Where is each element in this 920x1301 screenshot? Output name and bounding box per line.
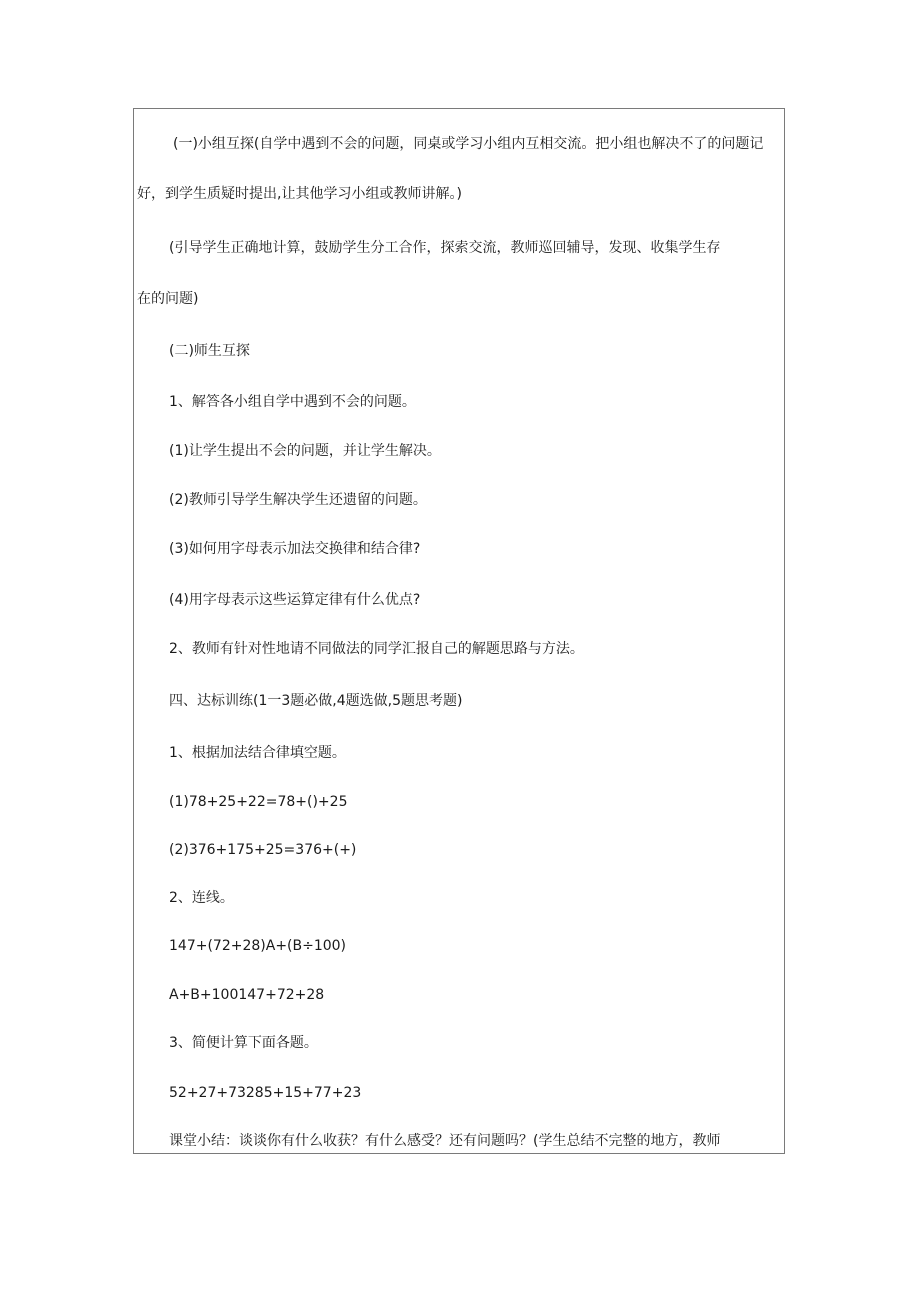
text-line: (1)78+25+22=78+()+25 bbox=[169, 794, 348, 810]
text-line: A+B+100147+72+28 bbox=[169, 987, 325, 1003]
text-line: 2、连线。 bbox=[169, 890, 234, 906]
text-line: (2)376+175+25=376+(+) bbox=[169, 842, 357, 858]
text-line: (2)教师引导学生解决学生还遗留的问题。 bbox=[169, 492, 427, 508]
text-line: 52+27+73285+15+77+23 bbox=[169, 1085, 362, 1101]
text-line: 1、根据加法结合律填空题。 bbox=[169, 745, 346, 761]
text-line: (3)如何用字母表示加法交换律和结合律? bbox=[169, 541, 421, 557]
text-line: 好，到学生质疑时提出,让其他学习小组或教师讲解。) bbox=[137, 186, 462, 202]
text-line: (一)小组互探(自学中遇到不会的问题，同桌或学习小组内互相交流。把小组也解决不了的问题记 bbox=[173, 136, 764, 152]
text-line: (4)用字母表示这些运算定律有什么优点? bbox=[169, 592, 421, 608]
text-line: 课堂小结：谈谈你有什么收获？有什么感受？还有问题吗？(学生总结不完整的地方，教师 bbox=[169, 1133, 721, 1149]
document-frame bbox=[133, 108, 785, 1154]
text-line: 2、教师有针对性地请不同做法的同学汇报自己的解题思路与方法。 bbox=[169, 641, 584, 657]
text-line: (1)让学生提出不会的问题，并让学生解决。 bbox=[169, 443, 441, 459]
section-heading: 四、达标训练(1一3题必做,4题选做,5题思考题) bbox=[169, 693, 463, 709]
section-heading: (二)师生互探 bbox=[169, 343, 250, 359]
text-line: 3、简便计算下面各题。 bbox=[169, 1035, 318, 1051]
text-line: 147+(72+28)A+(B÷100) bbox=[169, 938, 347, 954]
text-line: 在的问题) bbox=[137, 291, 199, 307]
text-line: 1、解答各小组自学中遇到不会的问题。 bbox=[169, 394, 416, 410]
text-line: (引导学生正确地计算，鼓励学生分工合作，探索交流，教师巡回辅导，发现、收集学生存 bbox=[169, 240, 721, 256]
